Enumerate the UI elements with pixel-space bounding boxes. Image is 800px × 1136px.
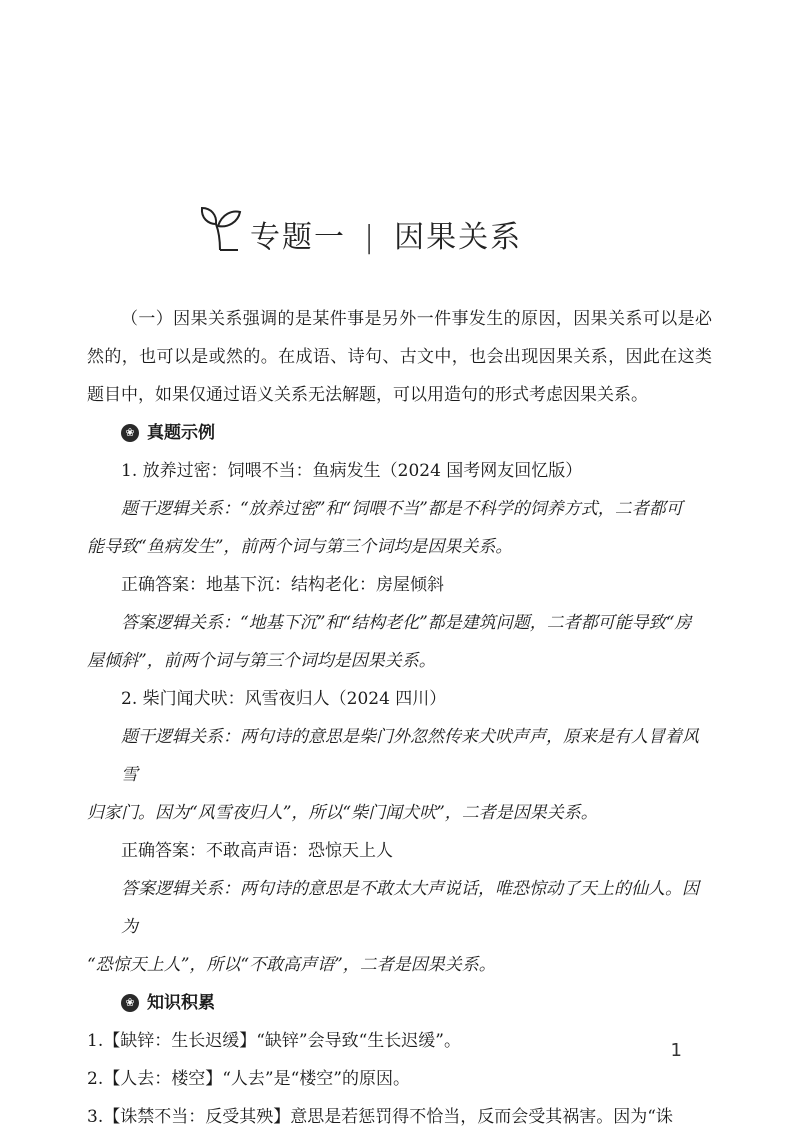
example-line: 题干逻辑关系：两句诗的意思是柴门外忽然传来犬吠声声，原来是有人冒着风雪: [121, 727, 699, 785]
knowledge-item: 3.【诛禁不当：反受其殃】意思是若惩罚得不恰当，反而会受其祸害。因为“诛: [87, 1107, 673, 1127]
example-line: 1. 放养过密：饲喂不当：鱼病发生（2024 国考网友回忆版）: [121, 461, 583, 481]
example-line: “恐惊天上人”，所以“不敢高声语”，二者是因果关系。: [87, 955, 496, 975]
intro-line: （一）因果关系强调的是某件事是另外一件事发生的原因，因果关系可以是必然: [87, 309, 712, 367]
example-line: 2. 柴门闻犬吠：风雪夜归人（2024 四川）: [121, 689, 447, 709]
flower-icon: ❀: [121, 994, 139, 1012]
example-line: 能导致“鱼病发生”，前两个词与第三个词均是因果关系。: [87, 537, 513, 557]
intro-line: 的，也可以是或然的。在成语、诗句、古文中，也会出现因果关系，因此在这类题目: [87, 347, 713, 405]
example-line: 答案逻辑关系：“地基下沉”和“结构老化”都是建筑问题，二者都可能导致“房: [121, 613, 692, 633]
section-heading-examples: [87, 414, 712, 452]
sprout-icon: [198, 202, 244, 252]
section-heading-label: 知识积累: [147, 993, 215, 1013]
knowledge-item: 1.【缺锌：生长迟缓】“缺锌”会导致“生长迟缓”。: [87, 1031, 461, 1051]
flower-icon: ❀: [121, 424, 139, 442]
example-line: 正确答案：不敢高声语：恐惊天上人: [121, 841, 393, 861]
chapter-title: [250, 212, 522, 256]
example-line: 题干逻辑关系：“放养过密”和“饲喂不当”都是不科学的饲养方式，二者都可: [121, 499, 683, 519]
chapter-header: [0, 200, 800, 270]
main-content: [87, 300, 712, 1136]
section-heading-label: 真题示例: [147, 423, 215, 443]
example-line: 正确答案：地基下沉：结构老化：房屋倾斜: [121, 575, 444, 595]
chapter-topic: 因果关系: [394, 220, 523, 255]
example-line: 答案逻辑关系：两句诗的意思是不敢太大声说话，唯恐惊动了天上的仙人。因为: [121, 879, 699, 937]
knowledge-item: 2.【人去：楼空】“人去”是“楼空”的原因。: [87, 1069, 410, 1089]
example-line: 屋倾斜”，前两个词与第三个词均是因果关系。: [87, 651, 436, 671]
chapter-number: 专题一: [250, 220, 346, 255]
intro-line: 中，如果仅通过语义关系无法解题，可以用造句的形式考虑因果关系。: [121, 385, 648, 405]
example-line: 归家门。因为“风雪夜归人”，所以“柴门闻犬吠”，二者是因果关系。: [87, 803, 598, 823]
title-separator: |: [364, 220, 377, 255]
section-heading-knowledge: [87, 984, 712, 1022]
page-number: 1: [670, 1040, 682, 1061]
intro-paragraph: [87, 300, 712, 414]
